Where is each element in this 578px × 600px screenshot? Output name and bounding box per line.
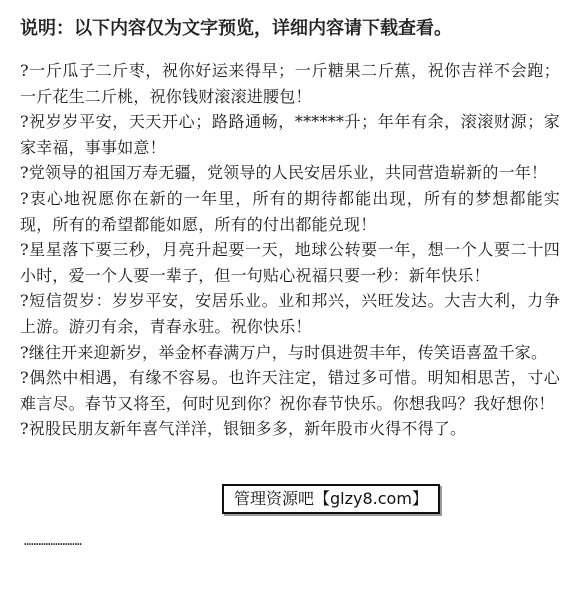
site-watermark-badge: 管理资源吧【glzy8.com】 — [222, 484, 440, 514]
ellipsis-dots: …………………… — [24, 534, 82, 548]
greeting-paragraph: ?继往开来迎新岁，举金杯春满万户，与时俱进贺丰年，传笑语喜盈千家。 — [20, 342, 548, 362]
greeting-paragraph: ?衷心地祝愿你在新的一年里，所有的期待都能出现，所有的梦想都能实现，所有的希望都能如愿，所有的付出都能兑现！ — [20, 188, 560, 234]
greeting-paragraph: ?祝股民朋友新年喜气洋洋，银钿多多，新年股市火得不得了。 — [20, 419, 467, 439]
preview-notice: 说明：以下内容仅为文字预览，详细内容请下载查看。 — [20, 18, 452, 39]
greeting-paragraph: ?偶然中相遇，有缘不容易。也许天注定，错过多可惜。明知相思苦，寸心难言尽。春节又将至，何时见到你？祝你春节快乐。你想我吗？我好想你！ — [20, 368, 560, 413]
greeting-paragraph: ?短信贺岁：岁岁平安，安居乐业。业和邦兴，兴旺发达。大吉大利，力争上游。游刃有余，青春永驻。祝你快乐！ — [20, 291, 560, 336]
document-body — [20, 58, 560, 442]
greeting-paragraph: ?星星落下要三秒，月亮升起要一天，地球公转要一年，想一个人要二十四小时，爱一个人要一辈子，但一句贴心祝福只要一秒：新年快乐！ — [20, 240, 560, 285]
greeting-paragraph: ?祝岁岁平安，天天开心；路路通畅，******升；年年有余，滚滚财源；家家幸福，事事如意！ — [20, 112, 560, 157]
greeting-paragraph: ?党领导的祖国万寿无疆，党领导的人民安居乐业，共同营造崭新的一年！ — [20, 163, 548, 183]
greeting-paragraph: ?一斤瓜子二斤枣，祝你好运来得早；一斤糖果二斤蕉，祝你吉祥不会跑；一斤花生二斤桃，祝你钱财滚滚进腰包！ — [20, 61, 560, 106]
